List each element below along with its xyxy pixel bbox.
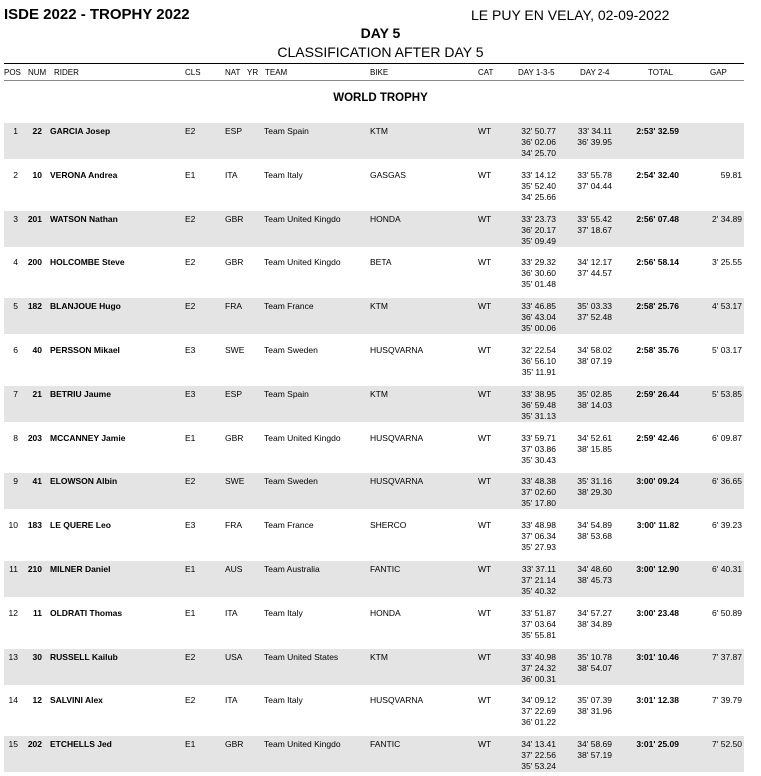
cls-cell: E3	[185, 345, 196, 355]
day-time: 37' 22.56	[521, 749, 556, 760]
day135-times-cell	[508, 214, 556, 246]
day-time: 34' 12.17	[577, 257, 612, 267]
table-row	[4, 254, 744, 290]
bike-cell: HONDA	[370, 214, 401, 224]
table-row	[4, 167, 744, 203]
day-time: 35' 03.33	[577, 301, 612, 311]
day-time: 36' 20.17	[521, 224, 556, 235]
cat-cell: WT	[478, 170, 492, 180]
day24-times-cell	[568, 695, 612, 717]
day-time: 33' 40.98	[521, 652, 556, 662]
cat-cell: WT	[478, 652, 492, 662]
day-time: 36' 02.06	[521, 136, 556, 147]
day-time: 35' 10.78	[577, 652, 612, 662]
day-time: 34' 48.60	[577, 564, 612, 574]
pos-cell: 6	[13, 345, 18, 355]
day135-times-cell	[508, 739, 556, 771]
nat-cell: ITA	[225, 608, 238, 618]
cat-cell: WT	[478, 476, 492, 486]
num-cell: 10	[32, 170, 42, 180]
day24-times-cell	[568, 739, 612, 761]
num-cell: 183	[27, 520, 42, 530]
gap-cell: 5' 03.17	[712, 345, 742, 355]
col-day135-header: DAY 1-3-5	[518, 68, 555, 77]
col-day24-header: DAY 2-4	[580, 68, 610, 77]
gap-cell: 7' 37.87	[712, 652, 742, 662]
bike-cell: BETA	[370, 257, 392, 267]
day-time: 33' 55.78	[577, 170, 612, 180]
col-cls-header: CLS	[185, 68, 201, 77]
bike-cell: FANTIC	[370, 739, 401, 749]
total-cell: 3:00' 11.82	[636, 520, 679, 530]
day-time: 38' 07.19	[577, 355, 612, 366]
day135-times-cell	[508, 695, 556, 727]
day-time: 35' 01.48	[521, 278, 556, 289]
day135-times-cell	[508, 564, 556, 596]
col-bike-header: BIKE	[370, 68, 389, 77]
day-time: 38' 31.96	[577, 705, 612, 716]
pos-cell: 7	[13, 389, 18, 399]
day135-times-cell	[508, 608, 556, 640]
day24-times-cell	[568, 345, 612, 367]
team-cell: Team United Kingdo	[264, 257, 341, 267]
pos-cell: 9	[13, 476, 18, 486]
total-cell: 3:00' 12.90	[636, 564, 679, 574]
classification-subtitle: CLASSIFICATION AFTER DAY 5	[277, 44, 484, 60]
table-row	[4, 561, 744, 597]
num-cell: 202	[27, 739, 42, 749]
day-time: 35' 17.80	[521, 497, 556, 508]
day-time: 36' 56.10	[521, 355, 556, 366]
day-time: 35' 52.40	[521, 180, 556, 191]
cls-cell: E2	[185, 257, 196, 267]
team-cell: Team Spain	[264, 126, 309, 136]
total-cell: 3:00' 09.24	[636, 476, 679, 486]
day24-times-cell	[568, 214, 612, 236]
day-time: 37' 52.48	[577, 311, 612, 322]
cat-cell: WT	[478, 389, 492, 399]
pos-cell: 5	[13, 301, 18, 311]
bike-cell: GASGAS	[370, 170, 406, 180]
col-rider-header: RIDER	[54, 68, 79, 77]
cat-cell: WT	[478, 345, 492, 355]
nat-cell: ESP	[225, 126, 243, 136]
table-row	[4, 430, 744, 466]
table-row	[4, 298, 744, 334]
day-time: 35' 53.24	[521, 760, 556, 771]
total-cell: 2:56' 07.48	[636, 214, 679, 224]
column-header-rule	[4, 80, 744, 81]
day-time: 33' 55.42	[577, 214, 612, 224]
day-time: 33' 48.98	[521, 520, 556, 530]
cls-cell: E2	[185, 476, 196, 486]
col-pos-header: POS	[4, 68, 21, 77]
pos-cell: 10	[8, 520, 18, 530]
team-cell: Team France	[264, 301, 314, 311]
cat-cell: WT	[478, 739, 492, 749]
day-time: 38' 29.30	[577, 486, 612, 497]
num-cell: 203	[27, 433, 42, 443]
table-row	[4, 123, 744, 159]
gap-cell: 59.81	[720, 170, 742, 180]
day-time: 36' 30.60	[521, 267, 556, 278]
table-row	[4, 342, 744, 378]
nat-cell: ITA	[225, 695, 238, 705]
cls-cell: E3	[185, 520, 196, 530]
day-time: 36' 00.31	[521, 673, 556, 684]
day-time: 35' 55.81	[521, 629, 556, 640]
total-cell: 2:56' 58.14	[636, 257, 679, 267]
cls-cell: E1	[185, 564, 196, 574]
day-time: 35' 30.43	[521, 454, 556, 465]
day24-times-cell	[568, 301, 612, 323]
day135-times-cell	[508, 520, 556, 552]
day-time: 33' 14.12	[521, 170, 556, 180]
col-total-header: TOTAL	[648, 68, 674, 77]
rider-cell: RUSSELL Kailub	[50, 652, 118, 662]
table-row	[4, 692, 744, 728]
day-time: 36' 39.95	[577, 136, 612, 147]
col-cat-header: CAT	[478, 68, 494, 77]
nat-cell: ITA	[225, 170, 238, 180]
bike-cell: SHERCO	[370, 520, 407, 530]
day-time: 34' 25.66	[521, 191, 556, 202]
num-cell: 30	[32, 652, 42, 662]
team-cell: Team Sweden	[264, 476, 318, 486]
section-title: WORLD TROPHY	[333, 92, 428, 104]
cls-cell: E2	[185, 652, 196, 662]
team-cell: Team Australia	[264, 564, 320, 574]
header-rule	[4, 63, 744, 64]
nat-cell: GBR	[225, 214, 244, 224]
gap-cell: 6' 40.31	[712, 564, 742, 574]
gap-cell: 5' 53.85	[712, 389, 742, 399]
day-time: 33' 23.73	[521, 214, 556, 224]
table-row	[4, 386, 744, 422]
cat-cell: WT	[478, 301, 492, 311]
rider-cell: OLDRATI Thomas	[50, 608, 123, 618]
team-cell: Team United Kingdo	[264, 739, 341, 749]
day-time: 33' 34.11	[577, 126, 612, 136]
col-team-header: TEAM	[265, 68, 288, 77]
day135-times-cell	[508, 126, 556, 158]
gap-cell: 3' 25.55	[712, 257, 742, 267]
team-cell: Team Italy	[264, 695, 303, 705]
pos-cell: 2	[13, 170, 18, 180]
rider-cell: ELOWSON Albin	[50, 476, 118, 486]
day135-times-cell	[508, 652, 556, 684]
num-cell: 12	[32, 695, 42, 705]
table-row	[4, 605, 744, 641]
day-time: 34' 52.61	[577, 433, 612, 443]
day-time: 38' 53.68	[577, 530, 612, 541]
day-time: 34' 58.69	[577, 739, 612, 749]
bike-cell: HUSQVARNA	[370, 345, 424, 355]
pos-cell: 3	[13, 214, 18, 224]
nat-cell: GBR	[225, 739, 244, 749]
day24-times-cell	[568, 476, 612, 498]
nat-cell: AUS	[225, 564, 243, 574]
day-time: 38' 54.07	[577, 662, 612, 673]
day-time: 36' 43.04	[521, 311, 556, 322]
team-cell: Team United Kingdo	[264, 214, 341, 224]
day-time: 33' 37.11	[521, 564, 556, 574]
team-cell: Team Italy	[264, 608, 303, 618]
total-cell: 3:01' 25.09	[636, 739, 679, 749]
pos-cell: 14	[8, 695, 18, 705]
col-nat-header: NAT	[225, 68, 241, 77]
day-time: 33' 38.95	[521, 389, 556, 399]
bike-cell: KTM	[370, 126, 388, 136]
gap-cell: 6' 36.65	[712, 476, 742, 486]
day-time: 34' 54.89	[577, 520, 612, 530]
day-time: 36' 59.48	[521, 399, 556, 410]
cat-cell: WT	[478, 257, 492, 267]
pos-cell: 12	[8, 608, 18, 618]
day-time: 35' 09.49	[521, 235, 556, 246]
table-row	[4, 211, 744, 247]
rider-cell: HOLCOMBE Steve	[50, 257, 125, 267]
nat-cell: SWE	[225, 345, 245, 355]
cat-cell: WT	[478, 695, 492, 705]
cat-cell: WT	[478, 564, 492, 574]
day135-times-cell	[508, 257, 556, 289]
location-date: LE PUY EN VELAY, 02-09-2022	[471, 7, 670, 23]
gap-cell: 7' 52.50	[712, 739, 742, 749]
day-time: 33' 51.87	[521, 608, 556, 618]
col-num-header: NUM	[28, 68, 47, 77]
table-row	[4, 473, 744, 509]
day-time: 37' 02.60	[521, 486, 556, 497]
total-cell: 3:01' 12.38	[636, 695, 679, 705]
day-time: 32' 50.77	[521, 126, 556, 136]
cls-cell: E1	[185, 739, 196, 749]
team-cell: Team United Kingdo	[264, 433, 341, 443]
cat-cell: WT	[478, 126, 492, 136]
day-time: 35' 31.13	[521, 410, 556, 421]
day-time: 38' 34.89	[577, 618, 612, 629]
total-cell: 2:53' 32.59	[636, 126, 679, 136]
day-time: 34' 13.41	[521, 739, 556, 749]
cls-cell: E2	[185, 695, 196, 705]
total-cell: 3:00' 23.48	[636, 608, 679, 618]
rider-cell: PERSSON Mikael	[50, 345, 120, 355]
event-title: ISDE 2022 - TROPHY 2022	[4, 6, 190, 23]
bike-cell: KTM	[370, 301, 388, 311]
day-time: 37' 04.44	[577, 180, 612, 191]
day-time: 34' 09.12	[521, 695, 556, 705]
day-time: 37' 24.32	[521, 662, 556, 673]
day-time: 37' 21.14	[521, 574, 556, 585]
day135-times-cell	[508, 301, 556, 333]
day-time: 34' 58.02	[577, 345, 612, 355]
num-cell: 40	[32, 345, 42, 355]
nat-cell: FRA	[225, 301, 242, 311]
cat-cell: WT	[478, 433, 492, 443]
total-cell: 2:54' 32.40	[636, 170, 679, 180]
rider-cell: BLANJOUE Hugo	[50, 301, 121, 311]
pos-cell: 11	[9, 564, 18, 574]
day-time: 37' 06.34	[521, 530, 556, 541]
rider-cell: MCCANNEY Jamie	[50, 433, 126, 443]
nat-cell: USA	[225, 652, 243, 662]
day-time: 34' 25.70	[521, 147, 556, 158]
day-time: 37' 03.64	[521, 618, 556, 629]
day135-times-cell	[508, 389, 556, 421]
day24-times-cell	[568, 170, 612, 192]
pos-cell: 15	[8, 739, 18, 749]
team-cell: Team Italy	[264, 170, 303, 180]
num-cell: 182	[27, 301, 42, 311]
col-yr-header: YR	[247, 68, 259, 77]
num-cell: 11	[33, 608, 42, 618]
table-row	[4, 517, 744, 553]
day24-times-cell	[568, 126, 612, 148]
cat-cell: WT	[478, 214, 492, 224]
rider-cell: WATSON Nathan	[50, 214, 118, 224]
rider-cell: BETRIU Jaume	[50, 389, 111, 399]
day-time: 33' 59.71	[521, 433, 556, 443]
nat-cell: SWE	[225, 476, 245, 486]
rider-cell: SALVINI Alex	[50, 695, 103, 705]
nat-cell: GBR	[225, 257, 244, 267]
day-time: 34' 57.27	[577, 608, 612, 618]
day-time: 35' 11.91	[521, 366, 556, 377]
rider-cell: LE QUERE Leo	[50, 520, 111, 530]
num-cell: 22	[32, 126, 42, 136]
gap-cell: 2' 34.89	[712, 214, 742, 224]
num-cell: 201	[27, 214, 42, 224]
day135-times-cell	[508, 433, 556, 465]
day24-times-cell	[568, 257, 612, 279]
day24-times-cell	[568, 389, 612, 411]
total-cell: 2:58' 25.76	[636, 301, 679, 311]
num-cell: 210	[27, 564, 42, 574]
bike-cell: HUSQVARNA	[370, 433, 424, 443]
pos-cell: 1	[13, 126, 18, 136]
day-time: 35' 27.93	[521, 541, 556, 552]
day-time: 38' 14.03	[577, 399, 612, 410]
day-time: 33' 29.32	[521, 257, 556, 267]
day-time: 35' 31.16	[577, 476, 612, 486]
cls-cell: E1	[185, 433, 196, 443]
pos-cell: 13	[8, 652, 18, 662]
day135-times-cell	[508, 476, 556, 508]
day-time: 35' 07.39	[577, 695, 612, 705]
day-time: 33' 48.38	[521, 476, 556, 486]
cat-cell: WT	[478, 608, 492, 618]
day-time: 37' 03.86	[521, 443, 556, 454]
rider-cell: ETCHELLS Jed	[50, 739, 112, 749]
cls-cell: E2	[185, 214, 196, 224]
bike-cell: FANTIC	[370, 564, 401, 574]
day-time: 35' 00.06	[521, 322, 556, 333]
bike-cell: HUSQVARNA	[370, 695, 424, 705]
day-time: 38' 15.85	[577, 443, 612, 454]
day-time: 38' 57.19	[577, 749, 612, 760]
team-cell: Team United States	[264, 652, 339, 662]
gap-cell: 6' 09.87	[712, 433, 742, 443]
gap-cell: 7' 39.79	[712, 695, 742, 705]
bike-cell: KTM	[370, 389, 388, 399]
bike-cell: KTM	[370, 652, 388, 662]
cls-cell: E2	[185, 301, 196, 311]
day-time: 38' 45.73	[577, 574, 612, 585]
num-cell: 200	[27, 257, 42, 267]
bike-cell: HONDA	[370, 608, 401, 618]
table-row	[4, 649, 744, 685]
gap-cell: 4' 53.17	[712, 301, 742, 311]
day-time: 37' 18.67	[577, 224, 612, 235]
total-cell: 3:01' 10.46	[636, 652, 679, 662]
day-time: 37' 22.69	[521, 705, 556, 716]
nat-cell: GBR	[225, 433, 244, 443]
total-cell: 2:59' 26.44	[636, 389, 679, 399]
team-cell: Team Spain	[264, 389, 309, 399]
rider-cell: MILNER Daniel	[50, 564, 111, 574]
day135-times-cell	[508, 170, 556, 202]
cat-cell: WT	[478, 520, 492, 530]
team-cell: Team Sweden	[264, 345, 318, 355]
table-row	[4, 736, 744, 772]
num-cell: 21	[32, 389, 42, 399]
day24-times-cell	[568, 564, 612, 586]
total-cell: 2:58' 35.76	[636, 345, 679, 355]
gap-cell: 6' 50.89	[712, 608, 742, 618]
day24-times-cell	[568, 652, 612, 674]
nat-cell: FRA	[225, 520, 242, 530]
gap-cell: 6' 39.23	[712, 520, 742, 530]
team-cell: Team France	[264, 520, 314, 530]
pos-cell: 4	[13, 257, 18, 267]
day24-times-cell	[568, 608, 612, 630]
day135-times-cell	[508, 345, 556, 377]
day-time: 32' 22.54	[521, 345, 556, 355]
col-gap-header: GAP	[710, 68, 727, 77]
nat-cell: ESP	[225, 389, 243, 399]
total-cell: 2:59' 42.46	[636, 433, 679, 443]
day-time: 35' 02.85	[577, 389, 612, 399]
day-time: 33' 46.85	[521, 301, 556, 311]
day-time: 37' 44.57	[577, 267, 612, 278]
num-cell: 41	[32, 476, 42, 486]
day24-times-cell	[568, 433, 612, 455]
rider-cell: GARCIA Josep	[50, 126, 111, 136]
bike-cell: HUSQVARNA	[370, 476, 424, 486]
pos-cell: 8	[13, 433, 18, 443]
day-time: 35' 40.32	[521, 585, 556, 596]
day24-times-cell	[568, 520, 612, 542]
cls-cell: E2	[185, 126, 196, 136]
cls-cell: E1	[185, 170, 196, 180]
day-time: 36' 01.22	[521, 716, 556, 727]
day-heading: DAY 5	[360, 25, 401, 41]
rider-cell: VERONA Andrea	[50, 170, 118, 180]
cls-cell: E3	[185, 389, 196, 399]
cls-cell: E1	[185, 608, 196, 618]
